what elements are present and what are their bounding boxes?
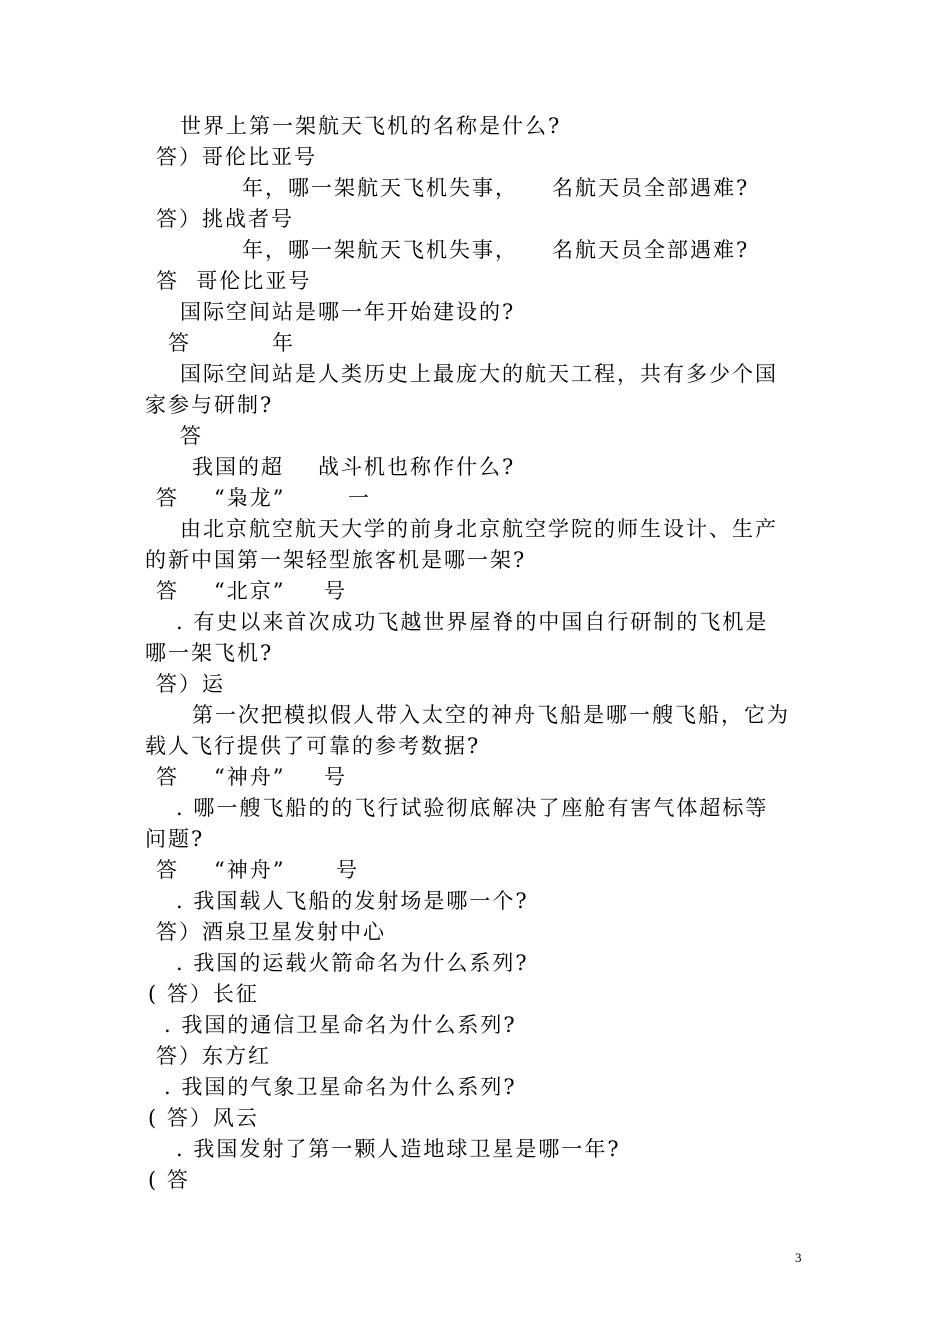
text-line: 年，哪一架航天飞机失事， [242,176,518,200]
text-line: . 有史以来首次成功飞越世界屋脊的中国自行研制的飞机是 [176,610,769,634]
text-line: 第一次把模拟假人带入太空的神舟飞船是哪一艘飞船，它为 [192,703,790,727]
text-line: 年，哪一架航天飞机失事， [242,238,518,262]
text-line: 战斗机也称作什么? [318,455,516,479]
text-line: 世界上第一架航天飞机的名称是什么? [180,114,562,138]
text-line: 的新中国第一架轻型旅客机是哪一架? [145,548,527,572]
text-line: ( 答）长征 [148,982,259,1006]
text-line: . 哪一艘飞船的的飞行试验彻底解决了座舱有害气体超标等 [176,796,769,820]
text-line: 号 [336,858,359,882]
page-number: 3 [795,1250,802,1265]
text-line: 答）运 [156,672,225,696]
text-line: 问题? [145,827,205,851]
text-line: ( 答）风云 [148,1106,259,1130]
text-line: 答）酒泉卫星发射中心 [156,920,386,944]
text-line: . 我国发射了第一颗人造地球卫星是哪一年? [176,1137,621,1161]
text-line: 我国的超 [192,455,284,479]
text-line: 由北京航空航天大学的前身北京航空学院的师生设计、生产 [180,517,778,541]
text-line: 答 [156,486,179,510]
text-line: 答）哥伦比亚号 [156,145,317,169]
text-line: 年 [272,331,295,355]
text-line: . 我国载人飞船的发射场是哪一个? [176,889,529,913]
text-line: 答）东方红 [156,1044,271,1068]
text-line: ( 答 [148,1168,190,1192]
text-line: “神舟” [214,765,286,789]
text-line: . 我国的气象卫星命名为什么系列? [164,1075,517,1099]
text-line: 名航天员全部遇难? [552,176,750,200]
text-line: 答 [156,858,179,882]
text-line: 答 [156,765,179,789]
text-line: 哪一架飞机? [145,641,274,665]
text-line: 答 哥伦比亚号 [156,269,312,293]
text-line: “神舟” [214,858,286,882]
text-line: 一 [348,486,371,510]
text-line: 答 [180,424,203,448]
text-line: 国际空间站是哪一年开始建设的? [180,300,516,324]
text-line: 家参与研制? [145,393,274,417]
text-line: . 我国的运载火箭命名为什么系列? [176,951,529,975]
text-line: 答 [156,579,179,603]
text-line: 答）挑战者号 [156,207,294,231]
text-line: . 我国的通信卫星命名为什么系列? [164,1013,517,1037]
text-line: “枭龙” [214,486,286,510]
text-line: “北京” [214,579,286,603]
text-line: 国际空间站是人类历史上最庞大的航天工程，共有多少个国 [180,362,778,386]
text-line: 载人飞行提供了可靠的参考数据? [145,734,481,758]
text-line: 号 [324,579,347,603]
text-line: 答 [168,331,191,355]
text-line: 名航天员全部遇难? [552,238,750,262]
text-line: 号 [324,765,347,789]
